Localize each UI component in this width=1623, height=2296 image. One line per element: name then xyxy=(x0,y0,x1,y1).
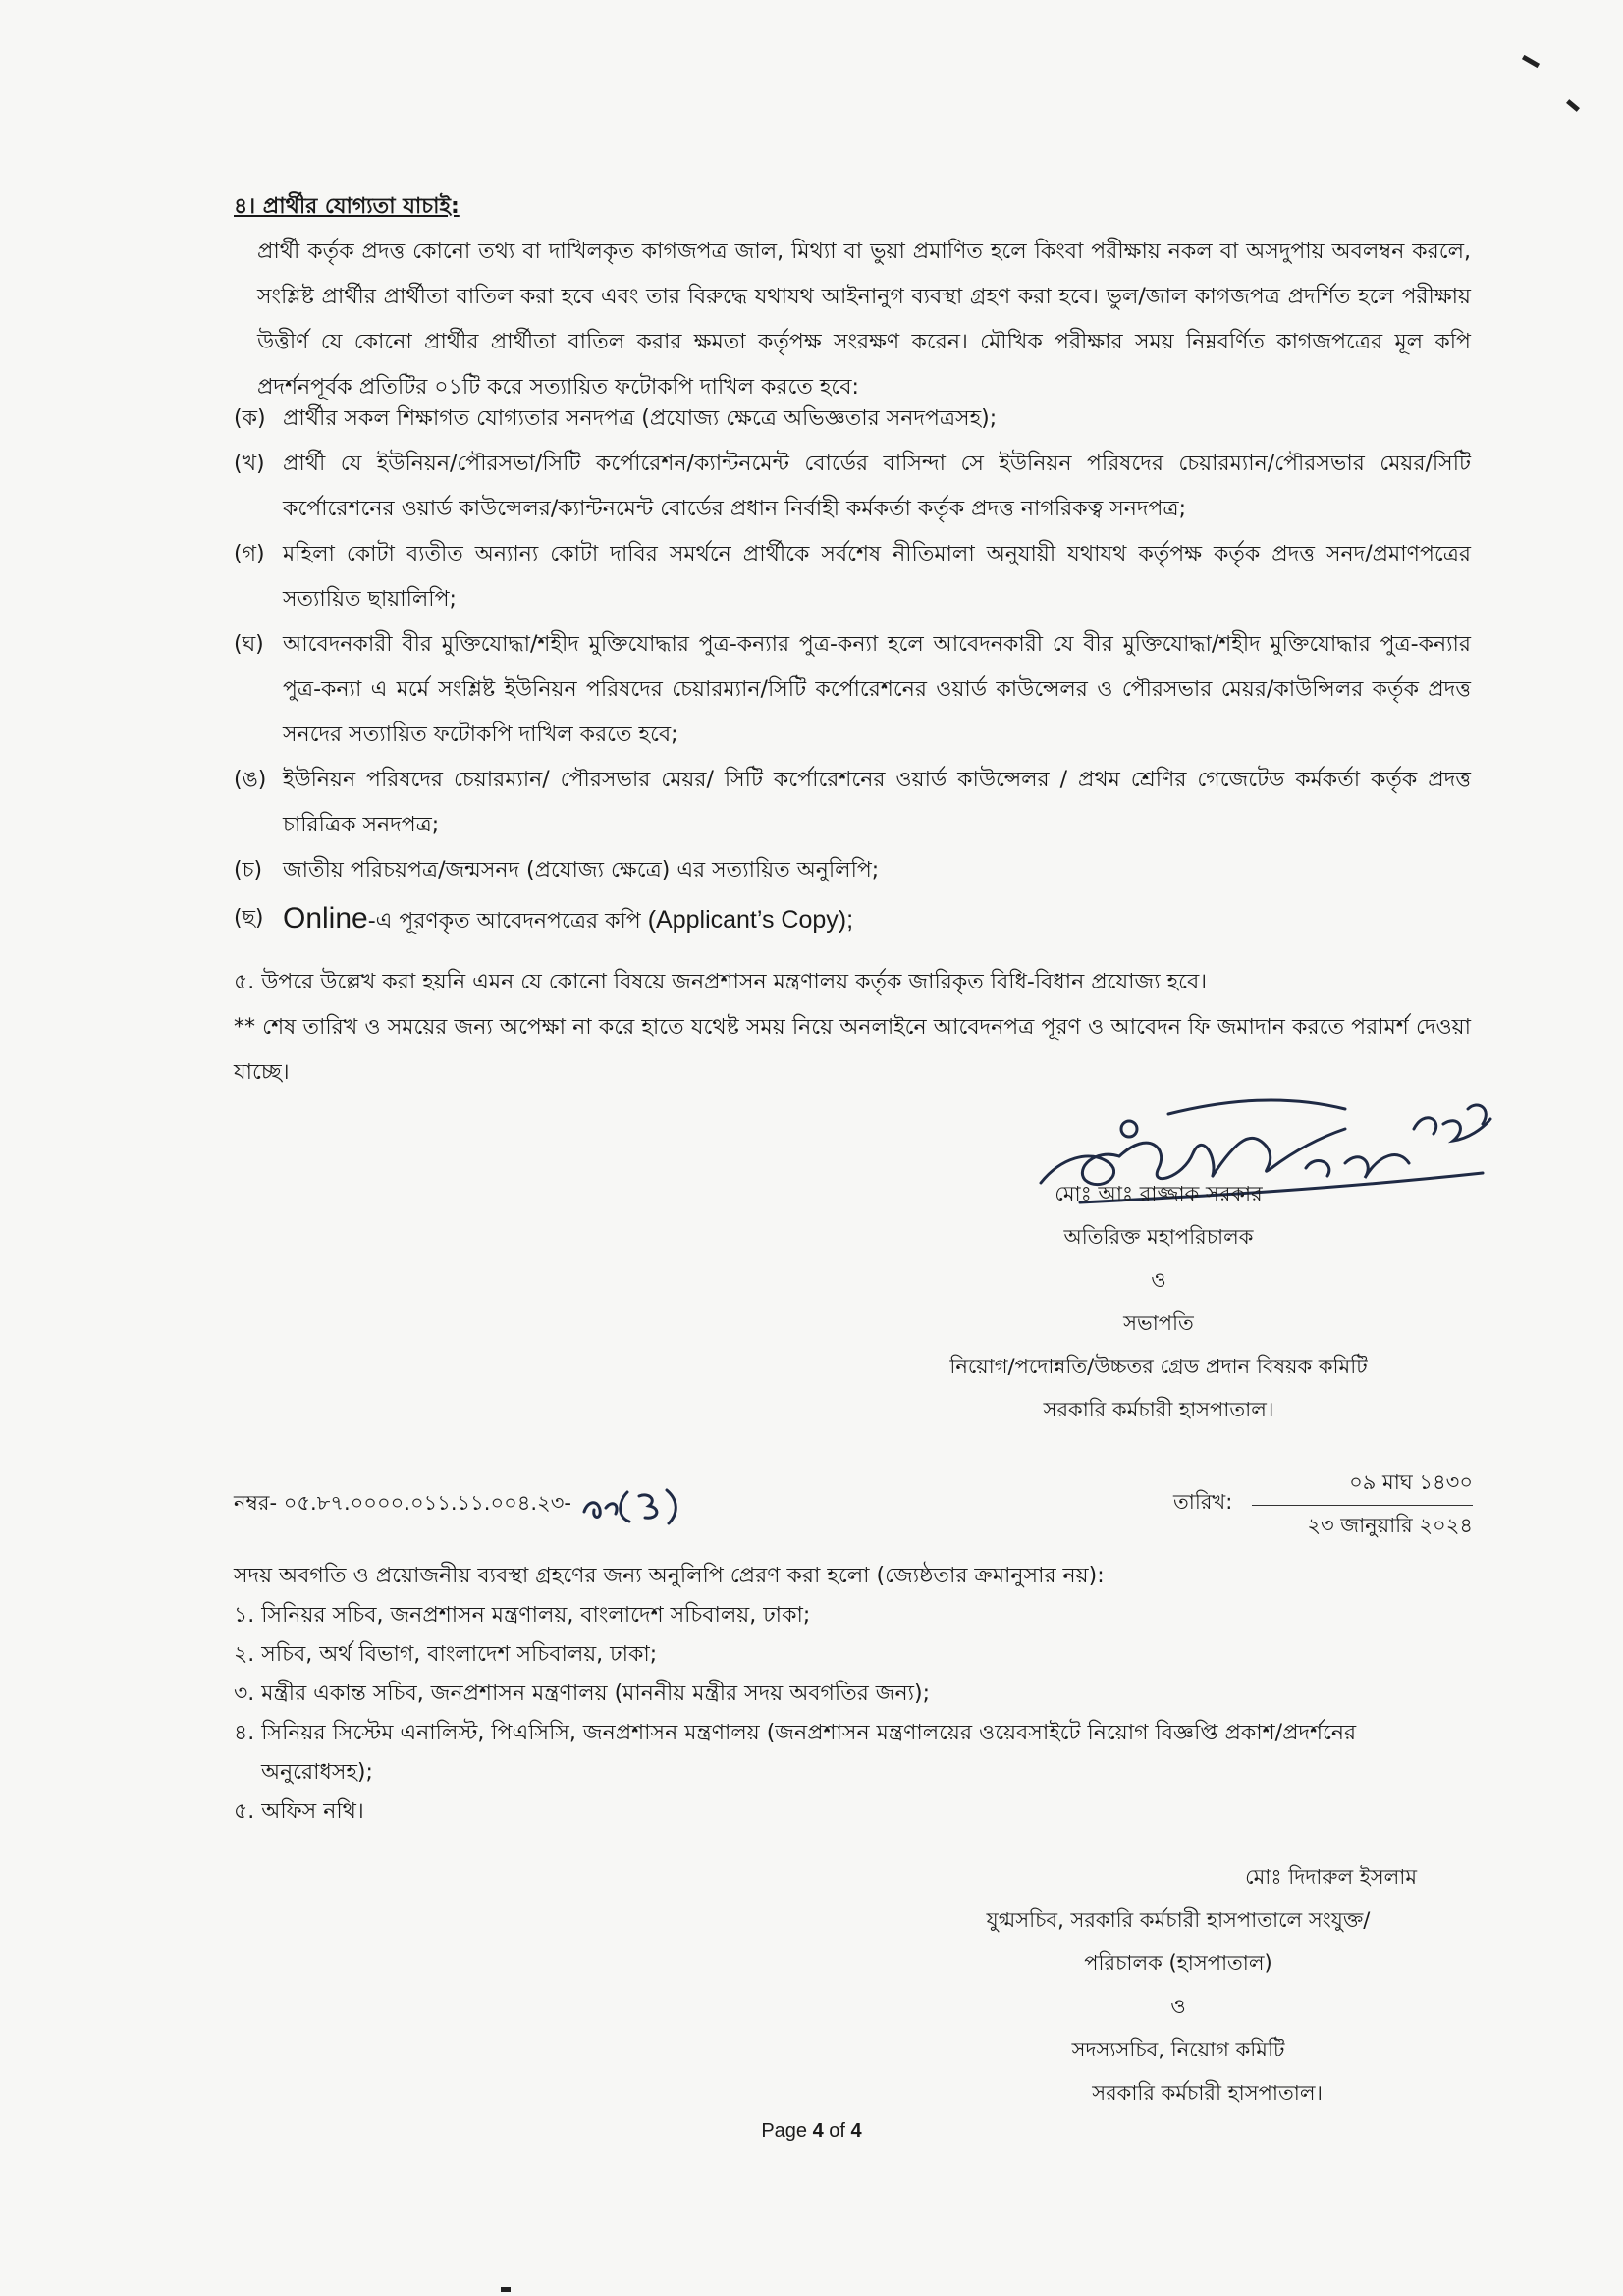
list-text: প্রার্থীর সকল শিক্ষাগত যোগ্যতার সনদপত্র (প্রযোজ্য ক্ষেত্রে অভিজ্ঞতার সনদপত্রসহ); xyxy=(283,406,998,431)
applicant-copy-text: (Applicant’s Copy); xyxy=(647,906,854,934)
document-list xyxy=(234,397,1471,947)
committee-name: নিয়োগ/পদোন্নতি/উচ্চতর গ্রেড প্রদান বিষয়ক কমিটি xyxy=(949,1355,1368,1378)
list-marker: (গ) xyxy=(234,542,265,566)
page-label: Page xyxy=(761,2120,813,2142)
page-of: of xyxy=(823,2120,851,2142)
copy-intro: সদয় অবগতি ও প্রয়োজনীয় ব্যবস্থা গ্রহণের জন্য অনুলিপি প্রেরণ করা হলো (জ্যেষ্ঠতার ক্রমানুসার নয়): xyxy=(234,1564,1105,1588)
copy-item: ১. সিনিয়র সচিব, জনপ্রশাসন মন্ত্রণালয়, বাংলাদেশ সচিবালয়, ঢাকা; xyxy=(234,1603,811,1628)
copy-item: ৩. মন্ত্রীর একান্ত সচিব, জনপ্রশাসন মন্ত্রণালয় (মাননীয় মন্ত্রীর সদয় অবগতির জন্য); xyxy=(234,1682,930,1706)
scan-mark xyxy=(1522,55,1540,68)
list-item xyxy=(234,397,1471,442)
list-text: জাতীয় পরিচয়পত্র/জন্মসনদ (প্রযোজ্য ক্ষেত্রে) এর সত্যায়িত অনুলিপি; xyxy=(283,858,880,882)
list-item xyxy=(234,532,1471,622)
copy-item: ৫. অফিস নথি। xyxy=(234,1799,364,1824)
copy-item: ৪. সিনিয়র সিস্টেম এনালিস্ট, পিএসিসি, জনপ্রশাসন মন্ত্রণালয় (জনপ্রশাসন মন্ত্রণালয়ের ওয়েবসাইটে নিয়োগ বিজ্ঞপ্তি প্রকাশ/প্রদর্শনের অনুরোধসহ); xyxy=(234,1721,1357,1785)
copy-item: ২. সচিব, অর্থ বিভাগ, বাংলাদেশ সচিবালয়, ঢাকা; xyxy=(234,1642,658,1667)
list-text: ইউনিয়ন পরিষদের চেয়ারম্যান/ পৌরসভার মেয়র/ সিটি কর্পোরেশনের ওয়ার্ড কাউন্সেলর / প্রথম শ্রেণির গেজেটেড কর্মকর্তা কর্তৃক প্রদত্ত চারিত্রিক সনদপত্র; xyxy=(283,768,1471,837)
list-item xyxy=(234,442,1471,532)
date-bangla-calendar: ০৯ মাঘ ১৪৩০ xyxy=(1349,1470,1473,1494)
signatory-name: মোঃ আঃ রাজ্জাক সরকার xyxy=(1055,1182,1263,1205)
section-4-heading: ৪। প্রার্থীর যোগ্যতা যাচাই: xyxy=(234,194,460,219)
list-text-middle: -এ পূরণকৃত আবেদনপত্রের কপি xyxy=(367,909,641,934)
deadline-note: ** শেষ তারিখ ও সময়ের জন্য অপেক্ষা না করে হাতে যথেষ্ট সময় নিয়ে অনলাইনে আবেদনপত্র পূরণ ও আবেদন ফি জমাদান করতে পরামর্শ দেওয়া যাচ্ছে। xyxy=(234,1015,1471,1085)
date-label: তারিখ: xyxy=(1173,1490,1233,1514)
list-item xyxy=(234,622,1471,758)
list-marker: (ছ) xyxy=(234,906,264,931)
online-word: Online xyxy=(283,902,368,934)
list-marker: (চ) xyxy=(234,858,263,882)
section-4-paragraph: প্রার্থী কর্তৃক প্রদত্ত কোনো তথ্য বা দাখিলকৃত কাগজপত্র জাল, মিথ্যা বা ভুয়া প্রমাণিত হলে কিংবা পরীক্ষায় নকল বা অসদুপায় অবলম্বন করলে, সংশ্লিষ্ট প্রার্থীর প্রার্থীতা বাতিল করা হবে এবং তার বিরুদ্ধে যথাযথ আইনানুগ ব্যবস্থা গ্রহণ করা হবে। ভুল/জাল কাগজপত্র প্রদর্শিত হলে পরীক্ষায় উত্তীর্ণ যে কোনো প্রার্থীর প্রার্থীতা বাতিল করার ক্ষমতা কর্তৃপক্ষ সংরক্ষণ করেন। মৌখিক পরীক্ষার সময় নিম্নবর্ণিত কাগজপত্রের মূল কপি প্রদর্শনপূর্বক প্রতিটির ০১টি করে সত্যায়িত ফটোকপি দাখিল করতে হবে: xyxy=(257,240,1471,400)
section-4 xyxy=(234,185,1471,410)
signatory-role: সদস্যসচিব, নিয়োগ কমিটি xyxy=(1071,2038,1285,2061)
page-total: 4 xyxy=(850,2120,862,2142)
scan-mark xyxy=(1566,99,1580,112)
copy-distribution xyxy=(234,1557,1471,1832)
list-item xyxy=(234,848,1471,893)
list-marker: (ক) xyxy=(234,406,266,431)
signatory-name: মোঃ দিদারুল ইসলাম xyxy=(1245,1865,1417,1889)
list-marker: (ঘ) xyxy=(234,632,264,657)
handwritten-reference-suffix xyxy=(578,1482,686,1525)
list-text xyxy=(283,893,1471,947)
section-5-text: ৫. উপরে উল্লেখ করা হয়নি এমন যে কোনো বিষয়ে জনপ্রশাসন মন্ত্রণালয় কর্তৃক জারিকৃত বিধি-বিধান প্রযোজ্য হবে। xyxy=(234,970,1208,994)
list-item xyxy=(234,758,1471,848)
signatory-title: অতিরিক্ত মহাপরিচালক xyxy=(1063,1225,1254,1249)
date-block xyxy=(1252,1467,1473,1544)
date-gregorian: ২৩ জানুয়ারি ২০২৪ xyxy=(1252,1505,1473,1544)
signatory-role: সভাপতি xyxy=(1123,1311,1194,1335)
conjunction: ও xyxy=(1170,1995,1186,2018)
list-text: প্রার্থী যে ইউনিয়ন/পৌরসভা/সিটি কর্পোরেশন/ক্যান্টনমেন্ট বোর্ডের বাসিন্দা সে ইউনিয়ন পরিষদের চেয়ারম্যান/পৌরসভার মেয়র/সিটি কর্পোরেশনের ওয়ার্ড কাউন্সেলর/ক্যান্টনমেন্ট বোর্ডের প্রধান নির্বাহী কর্মকর্তা কর্তৃক প্রদত্ত নাগরিকত্ব সনদপত্র; xyxy=(283,452,1471,521)
list-text: আবেদনকারী বীর মুক্তিযোদ্ধা/শহীদ মুক্তিযোদ্ধার পুত্র-কন্যার পুত্র-কন্যা হলে আবেদনকারী যে বীর মুক্তিযোদ্ধা/শহীদ মুক্তিযোদ্ধার পুত্র-কন্যার পুত্র-কন্যা এ মর্মে সংশ্লিষ্ট ইউনিয়ন পরিষদের চেয়ারম্যান/সিটি কর্পোরেশনের ওয়ার্ড কাউন্সেলর ও পৌরসভার মেয়র/কাউন্সিলর কর্তৃক প্রদত্ত সনদের সত্যায়িত ফটোকপি দাখিল করতে হবে; xyxy=(283,632,1471,747)
reference-label: নম্বর- xyxy=(234,1491,278,1515)
list-marker: (খ) xyxy=(234,452,265,476)
page-footer xyxy=(0,2120,1623,2143)
reference-number xyxy=(234,1482,686,1525)
list-item xyxy=(234,893,1471,947)
signatory-2 xyxy=(933,1898,1424,2071)
list-text: মহিলা কোটা ব্যতীত অন্যান্য কোটা দাবির সমর্থনে প্রার্থীকে সর্বশেষ নীতিমালা অনুযায়ী যথাযথ কর্তৃপক্ষ কর্তৃক প্রদত্ত সনদ/প্রমাণপত্রের সত্যায়িত ছায়ালিপি; xyxy=(283,542,1471,612)
signatory-title: পরিচালক (হাসপাতাল) xyxy=(1084,1951,1272,1975)
signatory-1 xyxy=(923,1172,1394,1431)
reference-value: ০৫.৮৭.০০০০.০১১.১১.০০৪.২৩- xyxy=(283,1491,571,1515)
conjunction: ও xyxy=(1151,1268,1166,1292)
list-marker: (ঙ) xyxy=(234,768,267,792)
signatory-title: যুগ্মসচিব, সরকারি কর্মচারী হাসপাতালে সংযুক্ত/ xyxy=(986,1908,1371,1932)
scan-mark xyxy=(501,2287,511,2292)
organization-name: সরকারি কর্মচারী হাসপাতাল। xyxy=(1092,2081,1323,2105)
organization-name: সরকারি কর্মচারী হাসপাতাল। xyxy=(1043,1398,1274,1421)
signatory-2-org-row xyxy=(1092,2071,1323,2114)
signatory-2-name-row xyxy=(1245,1855,1417,1898)
page-current: 4 xyxy=(812,2120,824,2142)
